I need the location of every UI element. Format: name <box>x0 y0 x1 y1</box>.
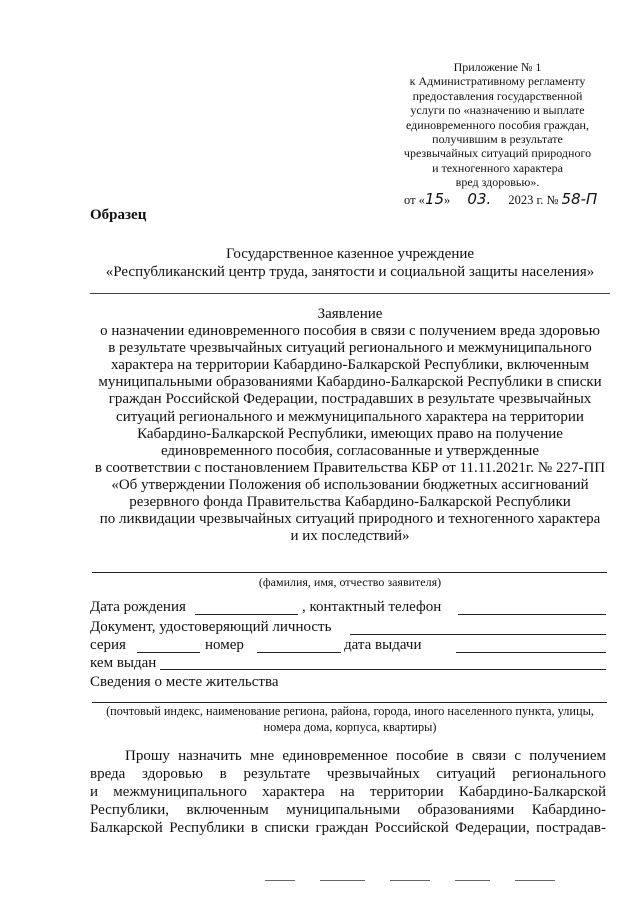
issued-by-label: кем выдан <box>90 655 157 671</box>
application-line: в соответствии с постановлением Правительства КБР от 11.11.2021г. № 227-ПП <box>94 459 606 476</box>
scan-artifact <box>455 880 490 881</box>
applicant-name-caption: (фамилия, имя, отчество заявителя) <box>258 575 442 589</box>
application-title-block <box>90 306 610 545</box>
handwritten-day: 15 <box>424 190 445 208</box>
id-document-label: Документ, удостоверяющий личность <box>90 619 332 635</box>
order-date-line <box>404 190 597 208</box>
phone-label: , контактный телефон <box>302 599 442 615</box>
request-paragraph <box>90 747 606 837</box>
paragraph-line: Республики, включенным муниципальными образованиями Кабардино- <box>90 802 606 818</box>
series-field[interactable] <box>137 652 200 653</box>
appendix-line: Приложение № 1 <box>453 60 542 74</box>
birth-date-label: Дата рождения <box>90 599 186 615</box>
application-line: характера на территории Кабардино-Балкарской Республики, включенным <box>110 357 590 374</box>
paragraph-line: и межмуниципального характера на территории Кабардино-Балкарской <box>90 784 606 800</box>
birth-date-field[interactable] <box>195 614 298 615</box>
organization-header <box>90 245 610 281</box>
appendix-line: услуги по «назначению и выплате <box>410 103 585 118</box>
date-year: 2023 г. № <box>508 193 559 207</box>
application-line: в результате чрезвычайных ситуаций регионального и межмуниципального <box>108 340 592 357</box>
organization-line1: Государственное казенное учреждение <box>225 246 475 262</box>
application-line: о назначении единовременного пособия в связи с получением вреда здоровью <box>100 323 600 340</box>
appendix-line: и техногенного характера <box>432 160 563 175</box>
series-label: серия <box>90 637 126 653</box>
application-line: ситуаций регионального и межмуниципального характера на территории <box>116 408 584 425</box>
application-line: муниципальными образованиями Кабардино-Балкарской Республики в списки <box>98 374 602 391</box>
application-line: «Об утверждении Положения об использовании бюджетных ассигнований <box>111 476 589 493</box>
handwritten-month: 03. <box>467 190 492 208</box>
phone-field[interactable] <box>458 614 606 615</box>
appendix-line: вред здоровью». <box>455 175 540 190</box>
scan-artifact <box>515 880 555 881</box>
application-line: единовременного пособия, согласованные и утвержденные <box>160 442 540 459</box>
appendix-line: предоставления государственной <box>412 88 583 103</box>
issue-date-field[interactable] <box>456 652 606 653</box>
application-line: Кабардино-Балкарской Республики, имеющих право на получение <box>137 425 563 442</box>
organization-line2: «Республиканский центр труда, занятости и социальной защиты населения» <box>105 264 595 280</box>
application-line: и их последствий» <box>290 528 410 545</box>
application-title: Заявление <box>317 306 383 322</box>
appendix-line: к Административному регламенту <box>409 74 586 89</box>
number-label: номер <box>205 637 244 653</box>
paragraph-line: вреда здоровью в результате чрезвычайных ситуаций регионального <box>90 766 606 782</box>
organization-divider <box>90 293 610 294</box>
paragraph-line: Прошу назначить мне единовременное пособие в связи с получением <box>125 748 606 764</box>
application-line: граждан Российской Федерации, пострадавших в результате чрезвычайных <box>108 391 592 408</box>
appendix-line: чрезвычайных ситуаций природного <box>403 146 592 161</box>
scan-artifact <box>320 880 365 881</box>
residence-label: Сведения о месте жительства <box>90 674 279 690</box>
scan-artifact <box>265 880 295 881</box>
applicant-name-field[interactable] <box>92 572 607 573</box>
date-prefix: от « <box>404 193 425 207</box>
appendix-line: получившим в результате <box>432 132 563 147</box>
address-caption <box>90 703 610 735</box>
number-field[interactable] <box>257 652 341 653</box>
application-line: резервного фонда Правительства Кабардино-Балкарской Республики <box>129 494 571 511</box>
issued-by-field[interactable] <box>160 669 606 670</box>
date-quote-close: » <box>444 193 451 207</box>
paragraph-line: Балкарской Республики в списки граждан Российской Федерации, пострадав- <box>90 820 606 836</box>
appendix-line: единовременного пособия граждан, <box>406 117 589 132</box>
application-line: по ликвидации чрезвычайных ситуаций природного и техногенного характера <box>99 511 601 528</box>
issue-date-label: дата выдачи <box>344 637 422 653</box>
handwritten-number: 58-П <box>561 190 598 208</box>
id-document-field[interactable] <box>350 634 606 635</box>
address-caption-line2: номера дома, корпуса, квартиры) <box>263 720 437 734</box>
sample-label: Образец <box>90 207 147 223</box>
scan-artifact <box>390 880 430 881</box>
appendix-block <box>390 60 605 190</box>
address-caption-line1: (почтовый индекс, наименование региона, района, города, иного населенного пункта, улицы, <box>106 704 594 718</box>
